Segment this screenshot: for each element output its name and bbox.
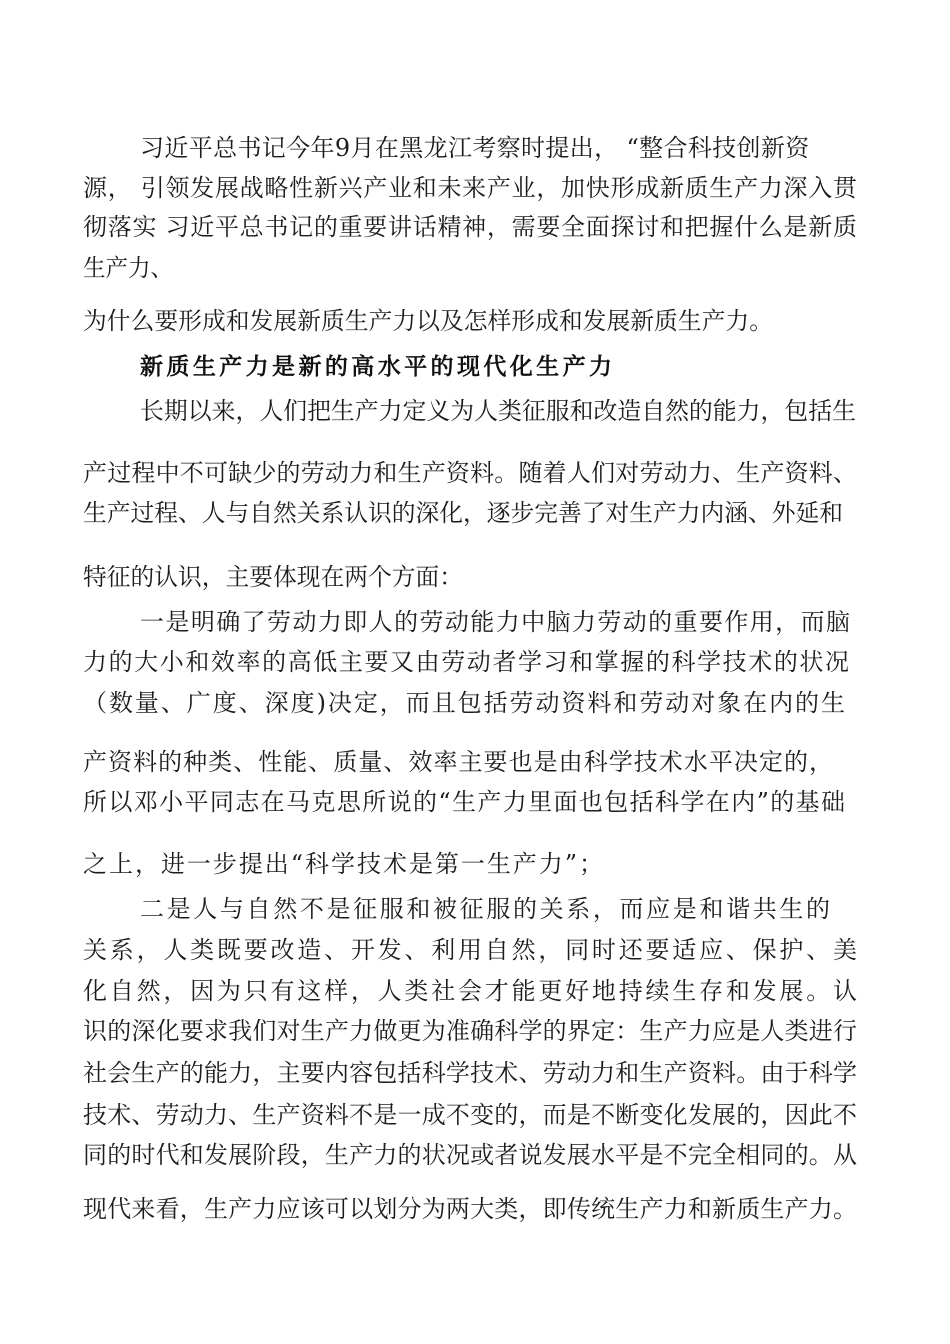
paragraph-line: 同的时代和发展阶段，生产力的状况或者说发展水平是不完全相同的。从 — [83, 1141, 858, 1169]
paragraph-line: 习近平总书记今年9月在黑龙江考察时提出， “整合科技创新资 — [140, 134, 810, 162]
paragraph-line: 力的大小和效率的高低主要又由劳动者学习和掌握的科学技术的状况 — [83, 648, 851, 676]
paragraph-line: （数量、广度、深度)决定，而且包括劳动资料和劳动对象在内的生 — [83, 689, 847, 717]
paragraph-line: 产资料的种类、性能、质量、效率主要也是由科学技术水平决定的， — [83, 748, 835, 776]
paragraph-line: 关系，人类既要改造、开发、利用自然，同时还要适应、保护、美 — [83, 936, 860, 964]
paragraph-line: 之上，进一步提出“科学技术是第一生产力”； — [83, 850, 605, 878]
paragraph-line: 现代来看，生产力应该可以划分为两大类，即传统生产力和新质生产力。 — [83, 1195, 858, 1223]
paragraph-line: 长期以来，人们把生产力定义为人类征服和改造自然的能力，包括生 — [140, 397, 856, 425]
paragraph-line: 社会生产的能力，主要内容包括科学技术、劳动力和生产资料。由于科学 — [83, 1059, 858, 1087]
paragraph-line: 识的深化要求我们对生产力做更为准确科学的界定：生产力应是人类进行 — [83, 1017, 858, 1045]
paragraph-line: 源， 引领发展战略性新兴产业和未来产业，加快形成新质生产力深入贯 — [83, 174, 858, 202]
paragraph-line: 所以邓小平同志在马克思所说的“生产力里面也包括科学在内”的基础 — [83, 788, 847, 816]
paragraph-line: 生产力、 — [83, 254, 173, 282]
paragraph-line: 彻落实 习近平总书记的重要讲话精神，需要全面探讨和把握什么是新质 — [83, 213, 858, 241]
paragraph-line: 产过程中不可缺少的劳动力和生产资料。随着人们对劳动力、生产资料、 — [83, 459, 858, 487]
paragraph-line: 特征的认识，主要体现在两个方面： — [83, 563, 463, 591]
section-heading: 新质生产力是新的高水平的现代化生产力 — [140, 354, 616, 380]
paragraph-line: 生产过程、人与自然关系认识的深化，逐步完善了对生产力内涵、外延和 — [83, 499, 843, 527]
paragraph-line: 二是人与自然不是征服和被征服的关系，而应是和谐共生的 — [140, 895, 833, 923]
paragraph-line: 为什么要形成和发展新质生产力以及怎样形成和发展新质生产力。 — [83, 307, 773, 335]
paragraph-line: 技术、劳动力、生产资料不是一成不变的，而是不断变化发展的，因此不 — [83, 1101, 858, 1129]
paragraph-line: 一是明确了劳动力即人的劳动能力中脑力劳动的重要作用，而脑 — [140, 608, 852, 636]
paragraph-line: 化自然，因为只有这样，人类社会才能更好地持续生存和发展。认 — [83, 977, 860, 1005]
